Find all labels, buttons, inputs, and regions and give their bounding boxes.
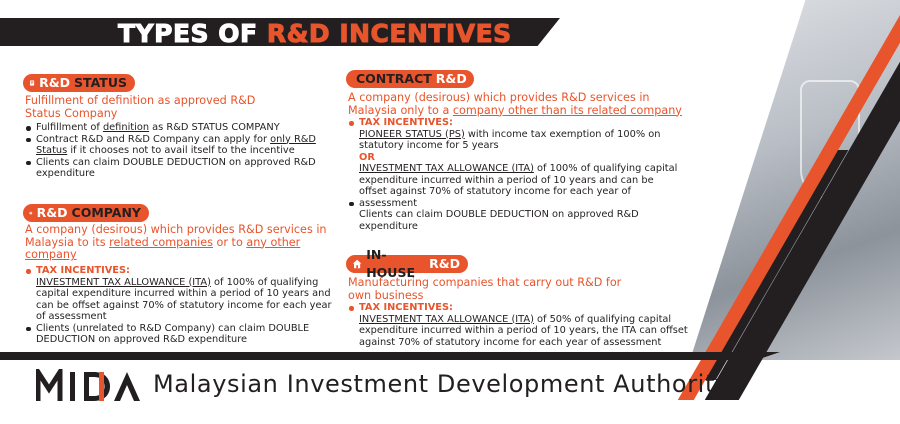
organization-name: Malaysian Investment Development Authority xyxy=(153,370,730,398)
section-pill-rd-status: R&D STATUS xyxy=(23,74,135,92)
contract-rd-list xyxy=(348,117,678,232)
footer-divider xyxy=(0,352,780,360)
list-item: TAX INCENTIVES: INVESTMENT TAX ALLOWANCE (ITA) of 50% of qualifying capital expenditure incurred within a period of 10 years, the ITA can offset against 70% of statutory income for each year of assessment xyxy=(348,302,693,348)
list-item: Clients can claim DOUBLE DEDUCTION on approved R&D expenditure xyxy=(25,157,345,180)
group-icon xyxy=(29,207,33,219)
list-item: TAX INCENTIVES: PIONEER STATUS (PS) with income tax exemption of 100% on statutory income for 5 years OR INVESTMENT TAX ALLOWANCE (ITA) of 100% of qualifying capital expenditure incurred within a period of 10 years and can be offset against 70% of statutory income for each year of xyxy=(348,117,678,198)
list-item: Fulfillment of definition as R&D STATUS COMPANY xyxy=(25,122,345,134)
list-item: assessment Clients can claim DOUBLE DEDUCTION on approved R&D expenditure xyxy=(348,198,678,233)
rd-status-subtitle: Fulfillment of definition as approved R&D Status Company xyxy=(25,94,256,120)
rd-company-subtitle: A company (desirous) which provides R&D services in Malaysia to its related companies or to any other company xyxy=(25,223,327,261)
document-icon xyxy=(29,77,35,89)
list-item: Contract R&D and R&D Company can apply for only R&D Status if it chooses not to avail itself to the incentive xyxy=(25,134,345,157)
section-pill-inhouse-rd: IN-HOUSE R&D xyxy=(346,255,468,273)
page-title: TYPES OF R&D INCENTIVES xyxy=(118,19,512,48)
list-item: TAX INCENTIVES: INVESTMENT TAX ALLOWANCE (ITA) of 100% of qualifying capital expenditure incurred within a period of 10 years and can be offset against 70% of statutory income for each year of assessment xyxy=(25,265,335,323)
house-icon xyxy=(352,258,362,270)
mida-logo xyxy=(36,366,142,406)
mida-logo-mark xyxy=(36,369,142,403)
rd-status-list xyxy=(25,122,345,180)
section-pill-contract-rd: CONTRACT R&D xyxy=(346,70,474,88)
inhouse-rd-subtitle: Manufacturing companies that carry out R&D for own business xyxy=(348,276,622,302)
inhouse-rd-list xyxy=(348,302,693,348)
list-item: Clients (unrelated to R&D Company) can claim DOUBLE DEDUCTION on approved R&D expenditure xyxy=(25,323,335,346)
laboratory-photo xyxy=(690,0,900,360)
contract-rd-subtitle: A company (desirous) which provides R&D services in Malaysia only to a company other than its related company xyxy=(348,91,682,117)
rd-company-list xyxy=(25,265,335,346)
section-pill-rd-company: R&D COMPANY xyxy=(23,204,149,222)
